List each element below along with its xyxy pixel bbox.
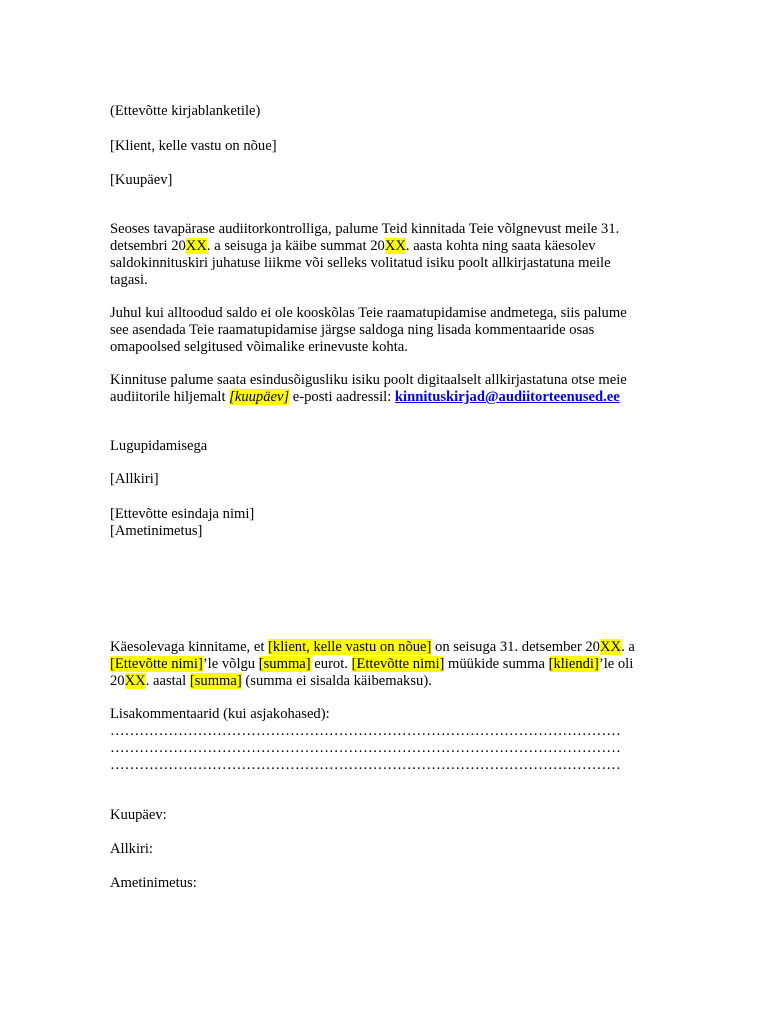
client-placeholder: [klient, kelle vastu on nõue]: [268, 639, 432, 655]
comment-line[interactable]: ……………………………………………………………………………………………: [110, 757, 621, 773]
confirmation-line-3: 20XX. aastal [summa] (summa ei sisalda käibemaksu).: [110, 673, 432, 689]
discrepancy-line-3: omapoolsed selgitused võimalike erinevuste kohta.: [110, 339, 408, 355]
representative-name: [Ettevõtte esindaja nimi]: [110, 506, 255, 522]
discrepancy-line-2: see asendada Teie raamatupidamise järgse saldoga ning lisada kommentaaride osas: [110, 322, 595, 338]
year-placeholder: XX: [384, 238, 406, 254]
intro-line-3: saldokinnituskiri juhatuse liikme või selleks volitatud isiku poolt allkirjastatuna meile: [110, 255, 611, 271]
submission-line-2: audiitorile hiljemalt [kuupäev] e-posti aadressil: kinnituskirjad@audiitorteenused.ee: [110, 389, 620, 405]
date-field-label: Kuupäev:: [110, 807, 167, 823]
sum-placeholder: [summa]: [189, 673, 242, 689]
sum-placeholder: [summa]: [258, 656, 311, 672]
confirmation-line-2: [Ettevõtte nimi]’le võlgu [summa] eurot. [Ettevõtte nimi] müükide summa [kliendi]’le oli: [110, 656, 634, 672]
discrepancy-paragraph: [110, 305, 676, 356]
email-link[interactable]: kinnituskirjad@audiitorteenused.ee: [394, 389, 620, 405]
confirmation-paragraph: [110, 639, 676, 690]
discrepancy-line-1: Juhul kui alltoodud saldo ei ole kooskõlas Teie raamatupidamise andmetega, siis palume: [110, 305, 627, 321]
date-placeholder: [Kuupäev]: [110, 172, 173, 188]
submission-paragraph: [110, 372, 676, 406]
representative-title: [Ametinimetus]: [110, 523, 203, 539]
representative-block: [110, 506, 676, 540]
closing-salutation: Lugupidamisega: [110, 438, 208, 454]
confirmation-line-1: Käesolevaga kinnitame, et [klient, kelle vastu on nõue] on seisuga 31. detsember 20XX. a: [110, 639, 635, 655]
job-title-field-label: Ametinimetus:: [110, 875, 197, 891]
intro-line-4: tagasi.: [110, 272, 148, 288]
comments-section: [110, 706, 676, 774]
deadline-placeholder: [kuupäev]: [229, 389, 290, 405]
intro-line-2: detsembri 20XX. a seisuga ja käibe summat 20XX. aasta kohta ning saata käesolev: [110, 238, 596, 254]
year-placeholder: XX: [124, 673, 146, 689]
comment-line[interactable]: ……………………………………………………………………………………………: [110, 723, 621, 739]
signature-field-label: Allkiri:: [110, 841, 153, 857]
signature-placeholder: [Allkiri]: [110, 471, 159, 487]
company-placeholder: [Ettevõtte nimi]: [110, 656, 203, 672]
comment-line[interactable]: ……………………………………………………………………………………………: [110, 740, 621, 756]
company-placeholder: [Ettevõtte nimi]: [351, 656, 445, 672]
intro-line-1: Seoses tavapärase audiitorkontrolliga, palume Teid kinnitada Teie võlgnevust meile 31.: [110, 221, 620, 237]
submission-line-1: Kinnituse palume saata esindusõigusliku isiku poolt digitaalselt allkirjastatuna otse meie: [110, 372, 627, 388]
client-placeholder: [kliendi]: [548, 656, 599, 672]
intro-paragraph: [110, 221, 676, 289]
letterhead-note: (Ettevõtte kirjablanketile): [110, 103, 261, 119]
recipient-placeholder: [Klient, kelle vastu on nõue]: [110, 138, 277, 154]
year-placeholder: XX: [185, 238, 207, 254]
comments-label: Lisakommentaarid (kui asjakohased):: [110, 706, 330, 722]
year-placeholder: XX: [599, 639, 622, 655]
